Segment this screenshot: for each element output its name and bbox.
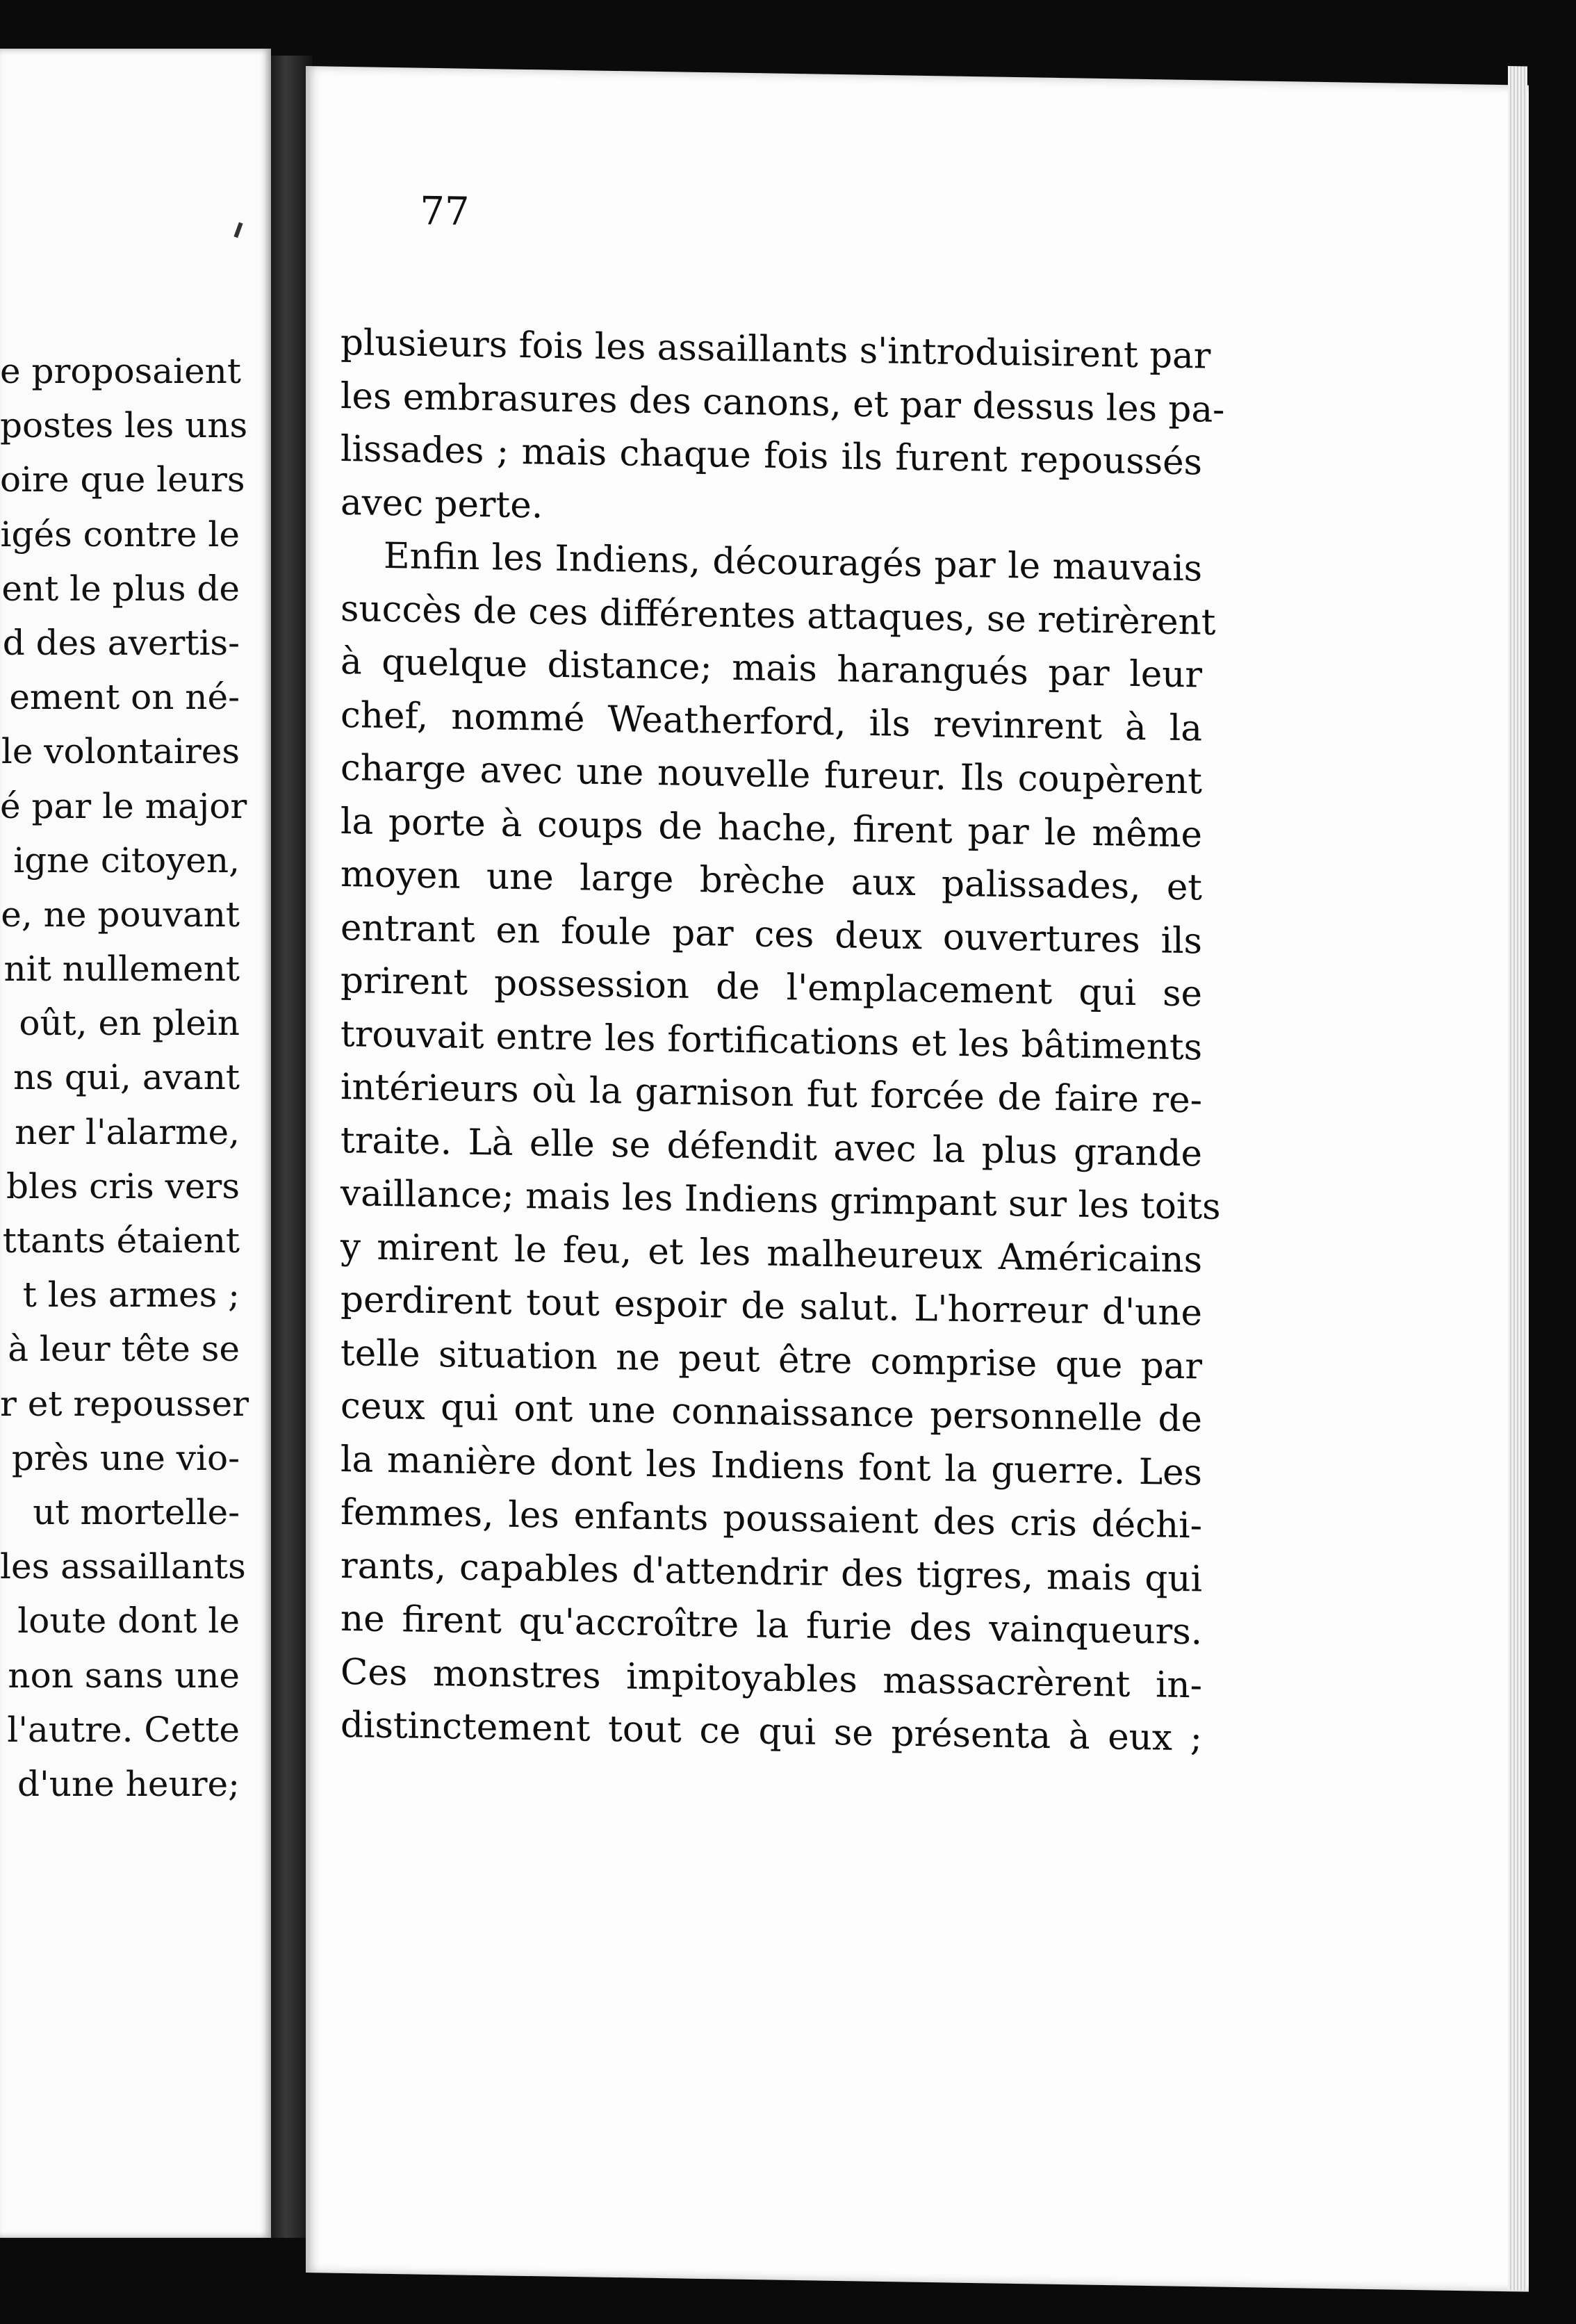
right-page-text	[340, 316, 1225, 1765]
left-line: non sans une	[8, 1655, 240, 1696]
text-line: perdirent tout espoir de salut. L'horreur d'une	[340, 1279, 1202, 1334]
text-line: intérieurs où la garnison fut forcée de faire re-	[340, 1066, 1202, 1122]
page-number: 77	[420, 188, 470, 235]
text-line: ne firent qu'accroître la furie des vainqueurs.	[340, 1598, 1202, 1653]
text-line: plusieurs fois les assaillants s'introduisirent par	[340, 322, 1211, 377]
text-line: ceux qui ont une connaissance personnelle de	[340, 1385, 1202, 1441]
left-line: l'autre. Cette	[7, 1709, 240, 1750]
text-line: la manière dont les Indiens font la guerre. Les	[340, 1438, 1202, 1494]
text-line: chef, nommé Weatherford, ils revinrent à la	[340, 694, 1202, 749]
page-edges	[1508, 66, 1527, 2290]
left-line: t les armes ;	[22, 1275, 240, 1316]
text-line: rants, capables d'attendrir des tigres, mais qui	[340, 1544, 1202, 1600]
text-line: trouvait entre les fortifications et les bâtiments	[340, 1013, 1202, 1068]
text-line: y mirent le feu, et les malheureux Américains	[340, 1225, 1202, 1281]
left-line: loute dont le	[17, 1601, 240, 1642]
left-line: oût, en plein	[19, 1003, 240, 1044]
text-line: succès de ces différentes attaques, se retirèrent	[340, 587, 1216, 644]
left-line: ent le plus de	[1, 568, 240, 609]
left-line: les assaillants	[0, 1546, 246, 1587]
left-line: postes les uns	[0, 405, 248, 446]
text-line: femmes, les enfants poussaient des cris déchi-	[340, 1491, 1202, 1547]
left-line: nit nullement	[3, 949, 240, 990]
text-line: lissades ; mais chaque fois ils furent repoussés	[340, 428, 1202, 484]
left-line: ut mortelle-	[33, 1491, 240, 1532]
left-line: à leur tête se	[8, 1329, 240, 1370]
left-page-text	[0, 344, 249, 1811]
left-line: ttants étaient	[2, 1220, 240, 1261]
left-line: igés contre le	[0, 514, 240, 555]
left-line: d des avertis-	[2, 622, 240, 663]
left-page	[0, 49, 271, 2238]
left-line: d'une heure;	[17, 1763, 240, 1804]
left-line: é par le major	[0, 785, 247, 826]
left-line: e, ne pouvant	[1, 894, 240, 935]
text-line: moyen une large brèche aux palissades, et	[340, 853, 1202, 909]
text-line: distinctement tout ce qui se présenta à eux ;	[340, 1704, 1202, 1760]
text-line: la porte à coups de hache, firent par le même	[340, 800, 1202, 856]
text-line: vaillance; mais les Indiens grimpant sur les toits	[340, 1172, 1221, 1228]
left-line: r et repousser	[0, 1383, 249, 1424]
left-line: ns qui, avant	[13, 1057, 240, 1098]
text-line: Ces monstres impitoyables massacrèrent in-	[340, 1651, 1202, 1706]
left-line: bles cris vers	[6, 1165, 240, 1206]
text-line: à quelque distance; mais harangués par leur	[340, 641, 1202, 696]
left-line: igne citoyen,	[13, 840, 240, 881]
text-line: traite. Là elle se défendit avec la plus grande	[340, 1119, 1202, 1175]
left-line: ner l'alarme,	[15, 1111, 240, 1152]
left-line: ement on né-	[9, 677, 240, 718]
text-line: charge avec une nouvelle fureur. Ils coupèrent	[340, 747, 1202, 803]
left-line: e proposaient	[0, 351, 241, 391]
text-line: avec perte.	[340, 481, 543, 527]
text-line: telle situation ne peut être comprise que par	[340, 1332, 1202, 1387]
left-line: près une vio-	[11, 1437, 240, 1478]
text-line: entrant en foule par ces deux ouvertures ils	[340, 906, 1202, 962]
left-line: le volontaires	[1, 731, 240, 772]
ink-mark	[233, 222, 243, 238]
text-line: prirent possession de l'emplacement qui se	[340, 960, 1202, 1015]
text-line: les embrasures des canons, et par dessus les pa-	[340, 375, 1225, 431]
left-line: oire que leurs	[0, 459, 245, 500]
text-line: Enfin les Indiens, découragés par le mauvais	[384, 534, 1202, 590]
